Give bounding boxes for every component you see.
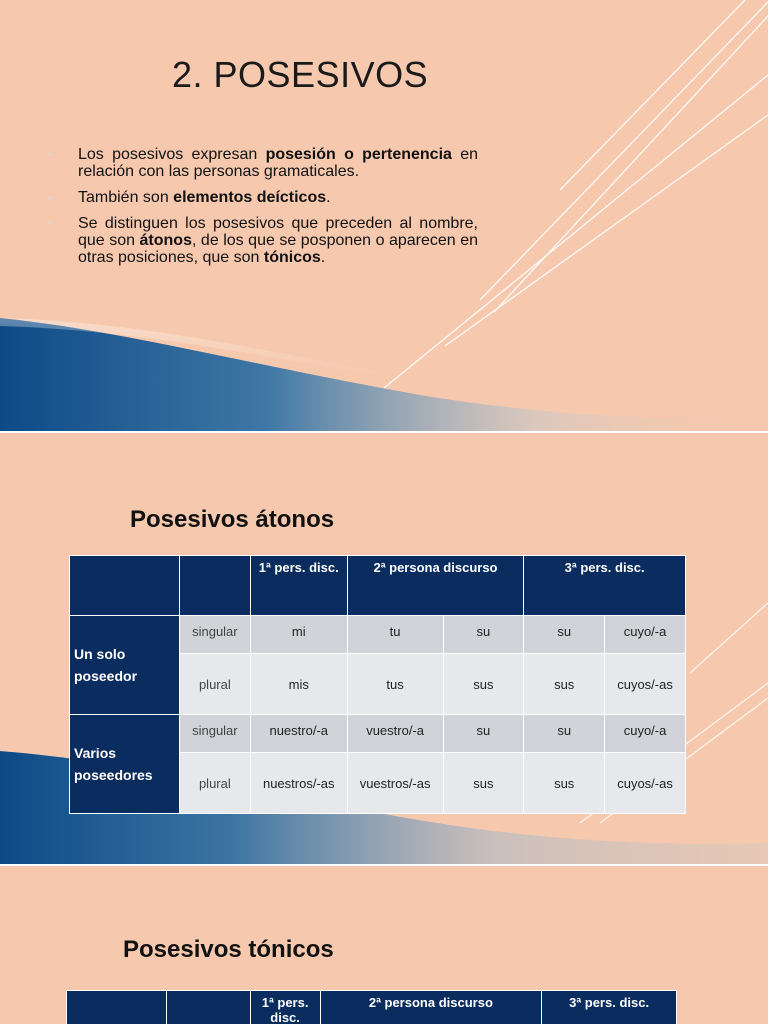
- table-cell: sus: [524, 753, 605, 814]
- table-row: [70, 715, 686, 753]
- slide-3: [0, 866, 768, 1024]
- table-header-row: [70, 556, 686, 616]
- table-cell: su: [524, 616, 605, 654]
- slide-1: [0, 0, 768, 433]
- bullet-icon: •: [48, 150, 52, 161]
- table-cell: nuestro/-a: [250, 715, 347, 753]
- header-cell: [67, 991, 167, 1024]
- slide-2: [0, 433, 768, 866]
- table-cell: cuyos/-as: [605, 654, 686, 715]
- number-cell: plural: [179, 654, 250, 715]
- posesivos-tonicos-table: [66, 990, 677, 1024]
- header-cell: 2ª persona discurso: [320, 991, 542, 1024]
- header-cell: 3ª pers. disc.: [542, 991, 677, 1024]
- table-cell: mis: [250, 654, 347, 715]
- table-cell: su: [443, 616, 524, 654]
- header-cell: [166, 991, 250, 1024]
- table-cell: sus: [524, 654, 605, 715]
- table-cell: su: [524, 715, 605, 753]
- table-cell: tus: [347, 654, 443, 715]
- header-cell: 3ª pers. disc.: [524, 556, 686, 616]
- section-title: Posesivos átonos: [130, 506, 335, 533]
- table-cell: sus: [443, 654, 524, 715]
- bullet-item: • Los posesivos expresan posesión o pertenencia en relación con las personas gramaticales.: [48, 146, 478, 180]
- table-cell: mi: [250, 616, 347, 654]
- table-cell: su: [443, 715, 524, 753]
- table-header-row: [67, 991, 677, 1024]
- slide-title: 2. POSESIVOS: [172, 54, 429, 95]
- header-cell: 2ª persona discurso: [347, 556, 524, 616]
- table-cell: cuyo/-a: [605, 616, 686, 654]
- number-cell: singular: [179, 616, 250, 654]
- table-cell: cuyos/-as: [605, 753, 686, 814]
- bullet-item: • También son elementos deícticos.: [48, 189, 331, 206]
- bullet-item: • Se distinguen los posesivos que preceden al nombre, que son átonos, de los que se posponen o aparecen en otras posiciones, que son tónicos.: [48, 215, 478, 266]
- table-cell: sus: [443, 753, 524, 814]
- table-row: [70, 616, 686, 654]
- header-cell: 1ª pers. disc.: [250, 991, 320, 1024]
- number-cell: singular: [179, 715, 250, 753]
- posesivos-atonos-table: [69, 555, 686, 814]
- header-cell: [179, 556, 250, 616]
- table-cell: cuyo/-a: [605, 715, 686, 753]
- header-cell: [70, 556, 180, 616]
- table-cell: vuestro/-a: [347, 715, 443, 753]
- section-title: Posesivos tónicos: [123, 936, 334, 963]
- header-cell: 1ª pers. disc.: [250, 556, 347, 616]
- row-group-label: Varios poseedores: [70, 715, 180, 814]
- number-cell: plural: [179, 753, 250, 814]
- bullet-icon: •: [48, 219, 52, 230]
- table-cell: tu: [347, 616, 443, 654]
- row-group-label: Un solo poseedor: [70, 616, 180, 715]
- table-cell: nuestros/-as: [250, 753, 347, 814]
- bullet-list: [48, 146, 478, 275]
- table-cell: vuestros/-as: [347, 753, 443, 814]
- bullet-icon: •: [48, 193, 52, 204]
